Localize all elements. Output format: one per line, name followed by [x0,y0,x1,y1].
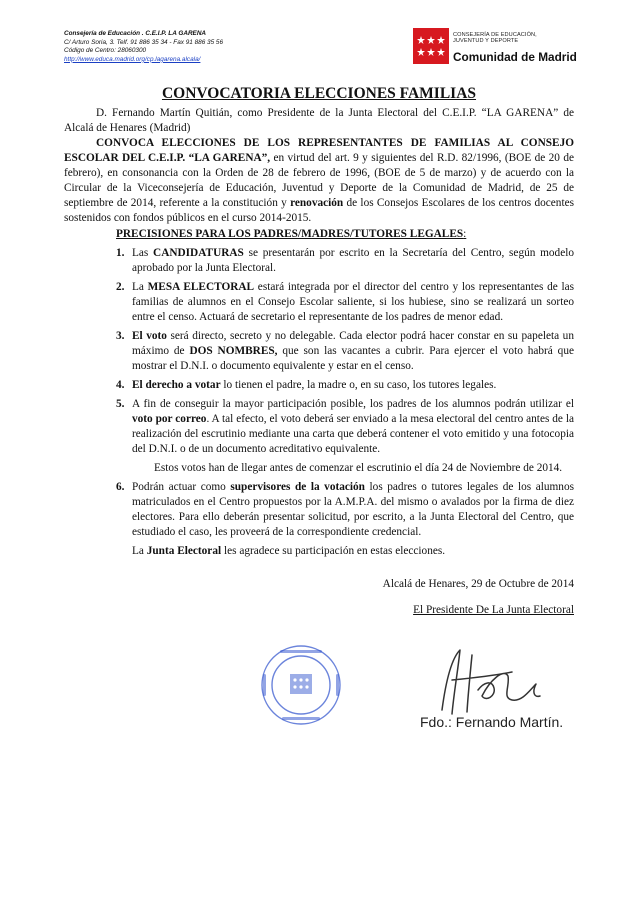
list-item: 5. A fin de conseguir la mayor participación posible, los padres de los alumnos podrán utilizar el voto por correo. A tal efecto, el voto deberá ser enviado a la mesa electoral del centro antes de la realización del escrutinio mediante una carta que deberá contener el voto emitido y una fotocopia del D.N.I. o de un documento acreditativo equivalente. [116,398,575,455]
list-item: 2. La MESA ELECTORAL estará integrada por el director del centro y los representantes de las familias de alumnos en el Consejo Escolar saliente, si los hubiese, sino se realizará un sorteo entre el censo. Actuará de secretario el representante de los padres de menor edad. [116,281,574,323]
precisiones-heading: PRECISIONES PARA LOS PADRES/MADRES/TUTORES LEGALES: [116,228,467,240]
document-body [64,106,574,559]
header-url-link[interactable]: http://www.educa.madrid.org/cp.lagarena.alcala/ [64,55,201,63]
rules-list [64,246,574,457]
ministry-name: CONSEJERÍA DE EDUCACIÓN, JUVENTUD Y DEPORTE [453,32,537,45]
signature-name: Fdo.: Fernando Martín. [420,714,564,730]
list-item: 4. El derecho a votar lo tienen el padre, la madre o, en su caso, los tutores legales. [116,379,497,391]
header-line-school: Consejería de Educación . C.E.I.P. LA GARENA [64,30,207,37]
president-line: El Presidente De La Junta Electoral [413,604,574,616]
intro-paragraph: D. Fernando Martín Quitián, como Presidente de la Junta Electoral del C.E.I.P. “LA GARENA” de Alcalá de Henares (Madrid) [64,107,574,134]
closing-paragraph: La Junta Electoral les agradece su participación en estas elecciones. [132,545,446,557]
list-item: 1. Las CANDIDATURAS se presentarán por escrito en la Secretaría del Centro, según modelo aprobado por la Junta Electoral. [116,247,574,274]
comunidad-madrid-logo [413,28,577,70]
school-header [64,30,223,64]
rules-list-cont [64,480,574,540]
comunidad-name: Comunidad de Madrid [453,50,577,64]
school-seal-icon [258,642,344,728]
madrid-stars-icon [413,28,449,64]
list-item: 6. Podrán actuar como supervisores de la votación los padres o tutores legales de los alumnos matriculados en el Centro propuestos por la A.M.P.A. del mismo o avalados por la firma de diez electores. Para ello deberán presentar solicitud, por escrito, a la Junta Electoral del Centro, que estudiado el caso, les proveerá de la correspondiente credencial. [116,481,574,538]
document-title: CONVOCATORIA ELECCIONES FAMILIAS [161,85,477,102]
list-item: 3. El voto será directo, secreto y no delegable. Cada elector podrá hacer constar en su papeleta un máximo de DOS NOMBRES, que son las vacantes a cubrir. Para ejercer el voto habrá que mostrar el D.N.I. o documento equivalente y estar en el censo. [116,330,574,372]
header-line-address: C/ Arturo Soria, 3. Telf. 91 886 35 34 - Fax 91 886 35 56 [64,38,224,46]
date-line: Alcalá de Henares, 29 de Octubre de 2014 [382,578,574,590]
header-line-code: Código de Centro: 28060300 [64,47,147,55]
item5-note: Estos votos han de llegar antes de comenzar el escrutinio el día 24 de Noviembre de 2014. [154,462,563,474]
convoca-paragraph: CONVOCA ELECCIONES DE LOS REPRESENTANTES DE FAMILIAS AL CONSEJO ESCOLAR DEL C.E.I.P. “LA GARENA”, en virtud del art. 9 y siguientes del R.D. 82/1996, (BOE de 20 de febrero), en consonancia con la Orden de 28 de febrero de 1996, (BOE de 5 de marzo) y de acuerdo con la Circular de la Viceconsejería de Educación, Juventud y Deporte de la Comunidad de Madrid, de 25 de septiembre de 2014, referente a la constitución y renovación de los Consejos Escolares de los centros docentes sostenidos con fondos públicos en el curso 2014-2015. [64,137,574,224]
